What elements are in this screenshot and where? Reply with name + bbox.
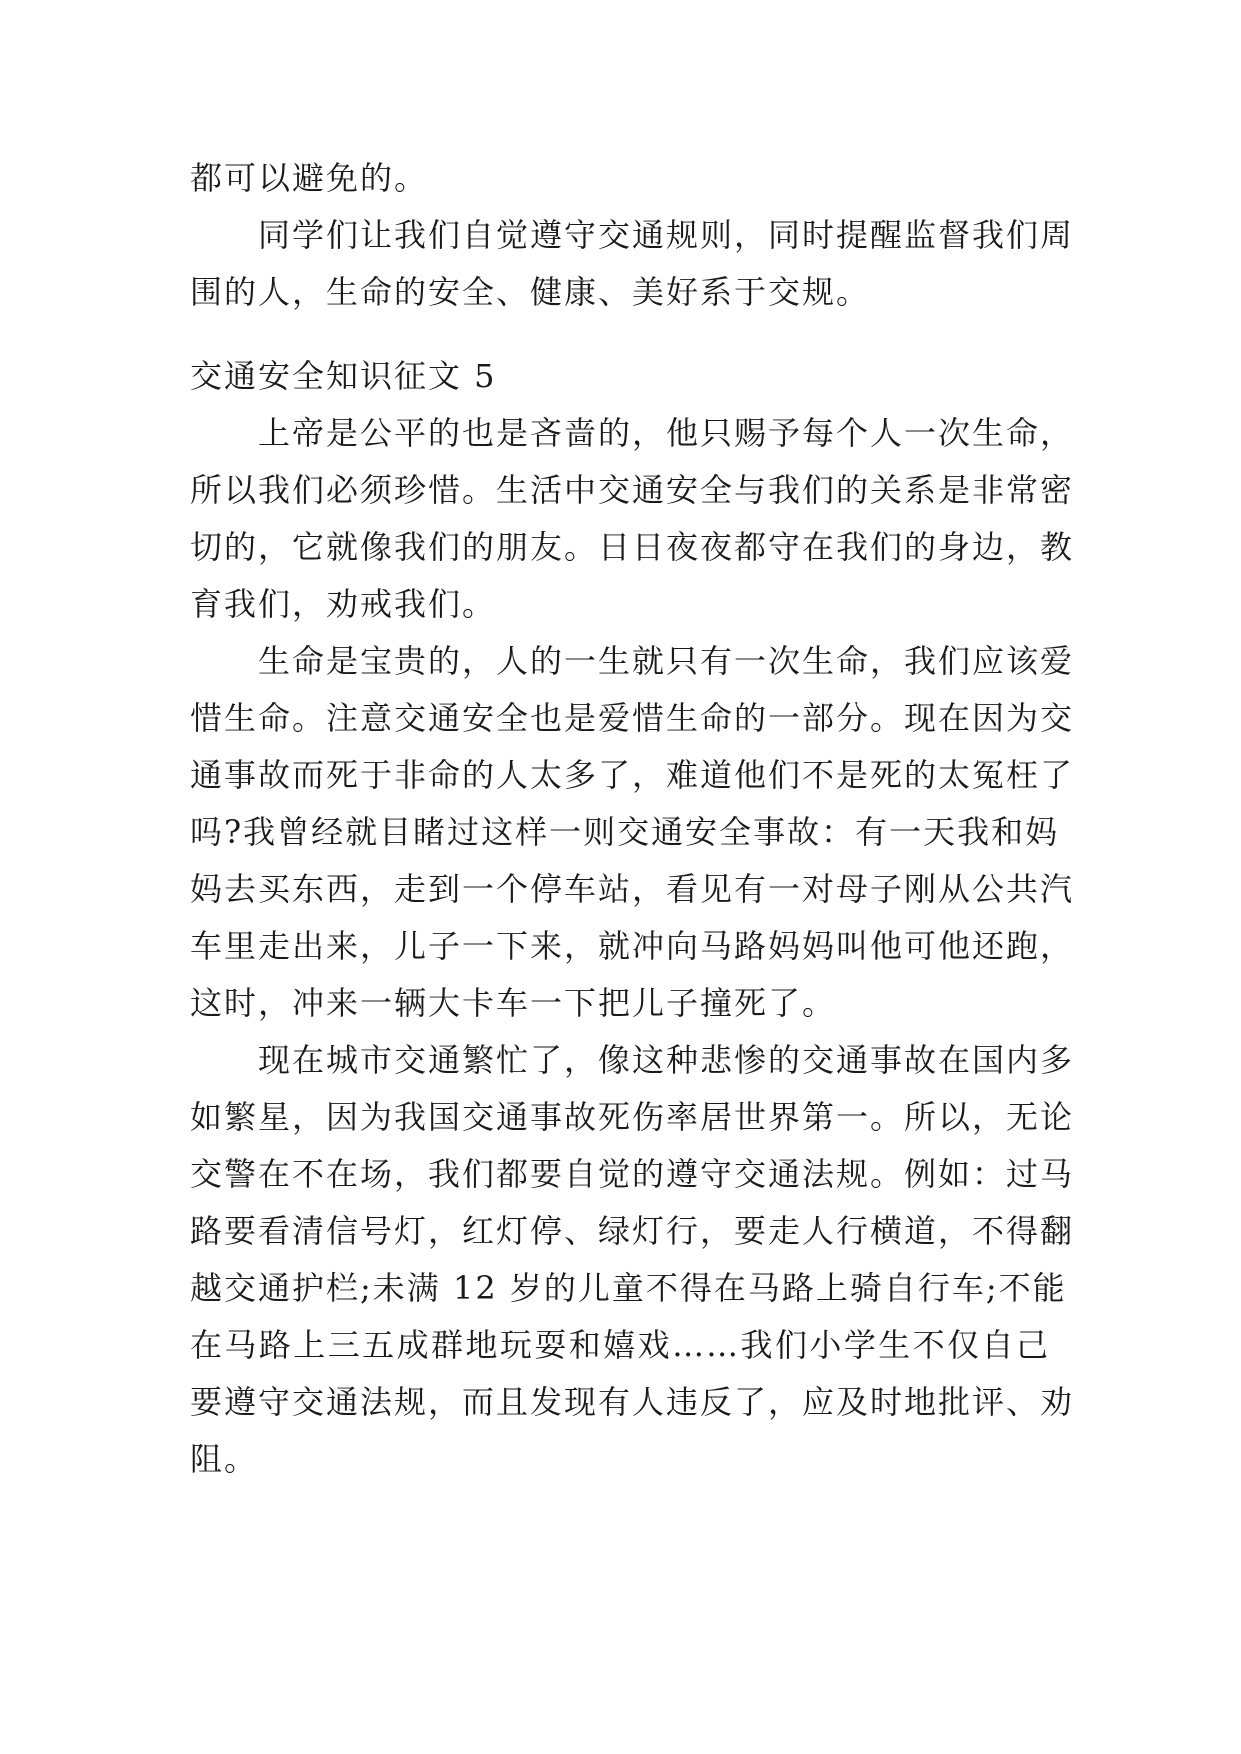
paragraph-1-line-4: 育我们，劝戒我们。 [190, 585, 497, 623]
paragraph-2-line-7: 这时，冲来一辆大卡车一下把儿子撞死了。 [190, 984, 837, 1022]
paragraph-2-line-2: 惜生命。注意交通安全也是爱惜生命的一部分。现在因为交 [190, 699, 1075, 737]
intro-section [190, 150, 1075, 321]
paragraph-3-line-1: 现在城市交通繁忙了，像这种悲惨的交通事故在国内多 [258, 1041, 1075, 1079]
paragraph-3-line-7: 要遵守交通法规，而且发现有人违反了，应及时地批评、劝 [190, 1383, 1075, 1421]
paragraph-1-line-3: 切的，它就像我们的朋友。日日夜夜都守在我们的身边，教 [190, 528, 1075, 566]
intro-para-line-1: 同学们让我们自觉遵守交通规则，同时提醒监督我们周 [258, 216, 1075, 254]
paragraph-1-line-1: 上帝是公平的也是吝啬的，他只赐予每个人一次生命， [258, 414, 1075, 452]
paragraph-3-line-2: 如繁星，因为我国交通事故死伤率居世界第一。所以，无论 [190, 1098, 1075, 1136]
paragraph-2-line-5: 妈去买东西，走到一个停车站，看见有一对母子刚从公共汽 [190, 870, 1075, 908]
paragraph-3-line-4: 路要看清信号灯，红灯停、绿灯行，要走人行横道，不得翻 [190, 1212, 1075, 1250]
paragraph-2-line-6: 车里走出来，儿子一下来，就冲向马路妈妈叫他可他还跑， [190, 927, 1075, 965]
paragraph-3-line-6: 在马路上三五成群地玩耍和嬉戏……我们小学生不仅自己 [190, 1326, 1050, 1364]
section-title: 交通安全知识征文 5 [190, 357, 497, 395]
paragraph-2-line-4: 吗?我曾经就目睹过这样一则交通安全事故：有一天我和妈 [190, 813, 1060, 851]
paragraph-3-line-5: 越交通护栏;未满 12 岁的儿童不得在马路上骑自行车;不能 [190, 1269, 1067, 1307]
intro-tail-line: 都可以避免的。 [190, 159, 429, 197]
intro-para-line-2: 围的人，生命的安全、健康、美好系于交规。 [190, 273, 871, 311]
essay-5-section [190, 348, 1075, 1488]
paragraph-2-line-3: 通事故而死于非命的人太多了，难道他们不是死的太冤枉了 [190, 756, 1075, 794]
paragraph-3-line-8: 阻。 [190, 1440, 259, 1478]
paragraph-1-line-2: 所以我们必须珍惜。生活中交通安全与我们的关系是非常密 [190, 471, 1075, 509]
paragraph-2-line-1: 生命是宝贵的，人的一生就只有一次生命，我们应该爱 [258, 642, 1075, 680]
paragraph-3-line-3: 交警在不在场，我们都要自觉的遵守交通法规。例如：过马 [190, 1155, 1075, 1193]
